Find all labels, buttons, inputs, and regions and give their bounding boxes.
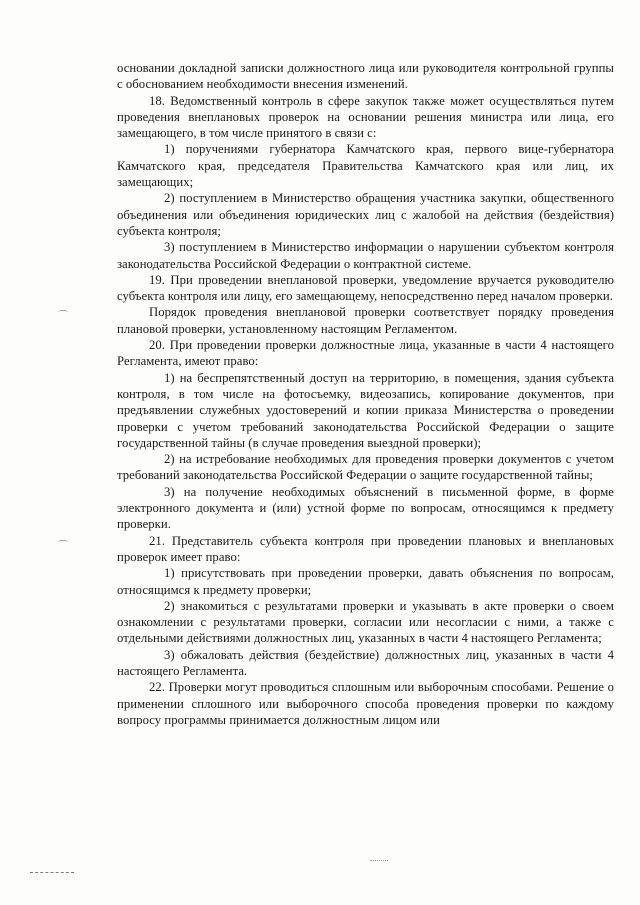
scan-artifact-mark: ⌒ <box>58 311 68 322</box>
paragraph-20-item-3: 3) на получение необходимых объяснений в письменной форме, в форме электронного документа и (или) устной форме по вопросам, относящимся к предмету проверки. <box>117 484 614 532</box>
paragraph-20: 20. При проведении проверки должностные лица, указанные в части 4 настоящего Регламента, имеют право: <box>117 338 614 369</box>
paragraph-21-item-2: 2) знакомиться с результатами проверки и указывать в акте проверки о своем ознакомлении с результатами проверки, согласии или несогласии с ними, а также с отдельными действиями должностных лиц, указанных в части 4 настоящего Регламента; <box>117 598 614 646</box>
paragraph-18-item-1: 1) поручениями губернатора Камчатского края, первого вице-губернатора Камчатского края, председателя Правительства Камчатского края или лиц, их замещающих; <box>117 142 614 190</box>
paragraph-20-item-2: 2) на истребование необходимых для проведения проверки документов с учетом требований законодательства Российской Федерации о защите государственной тайны; <box>117 452 614 483</box>
scan-artifact-mark: ⌒ <box>58 541 68 552</box>
document-body <box>117 60 614 728</box>
paragraph-18-item-2: 2) поступлением в Министерство обращения участника закупки, общественного объединения или объединения юридических лиц с жалобой на действия (бездействия) субъекта контроля; <box>117 191 614 238</box>
paragraph-18-item-3: 3) поступлением в Министерство информации о нарушении субъектом контроля законодательства Российской Федерации о контрактной системе. <box>117 240 614 271</box>
paragraph-18: 18. Ведомственный контроль в сфере закупок также может осуществляться путем проведения внеплановых проверок на основании решения министра или лица, его замещающего, в том числе принятого в связи с: <box>117 93 614 141</box>
paragraph-continuation: основании докладной записки должностного лица или руководителя контрольной группы с обоснованием необходимости внесения изменений. <box>117 61 614 92</box>
paragraph-20-item-1: 1) на беспрепятственный доступ на территорию, в помещения, здания субъекта контроля, в том числе на фотосъемку, видеозапись, копирование документов, при предъявлении служебных удостоверений и копии приказа Министерства о проведении проверки с учетом требований законодательства Российской Федерации о защите государственной тайны (в случае проведения выездной проверки); <box>117 370 614 450</box>
paragraph-21-item-3: 3) обжаловать действия (бездействие) должностных лиц, указанных в части 4 настоящего Регламента. <box>117 647 614 678</box>
footer-dashed-line <box>30 872 74 873</box>
paragraph-19-order: Порядок проведения внеплановой проверки соответствует порядку проведения плановой проверки, установленному настоящим Регламентом. <box>117 305 614 336</box>
paragraph-22: 22. Проверки могут проводиться сплошным или выборочным способами. Решение о применении сплошного или выборочного способа проведения проверки по каждому вопросу программы принимается должностным лицом или <box>117 680 614 727</box>
paragraph-19: 19. При проведении внеплановой проверки, уведомление вручается руководителю субъекта контроля или лицу, его замещающему, непосредственно перед началом проверки. <box>117 272 614 304</box>
scan-artifact-dots <box>370 860 388 867</box>
paragraph-21-item-1: 1) присутствовать при проведении проверки, давать объяснения по вопросам, относящимся к предмету проверки; <box>117 566 614 597</box>
paragraph-21: 21. Представитель субъекта контроля при проведении плановых и внеплановых проверок имеет право: <box>117 533 614 564</box>
